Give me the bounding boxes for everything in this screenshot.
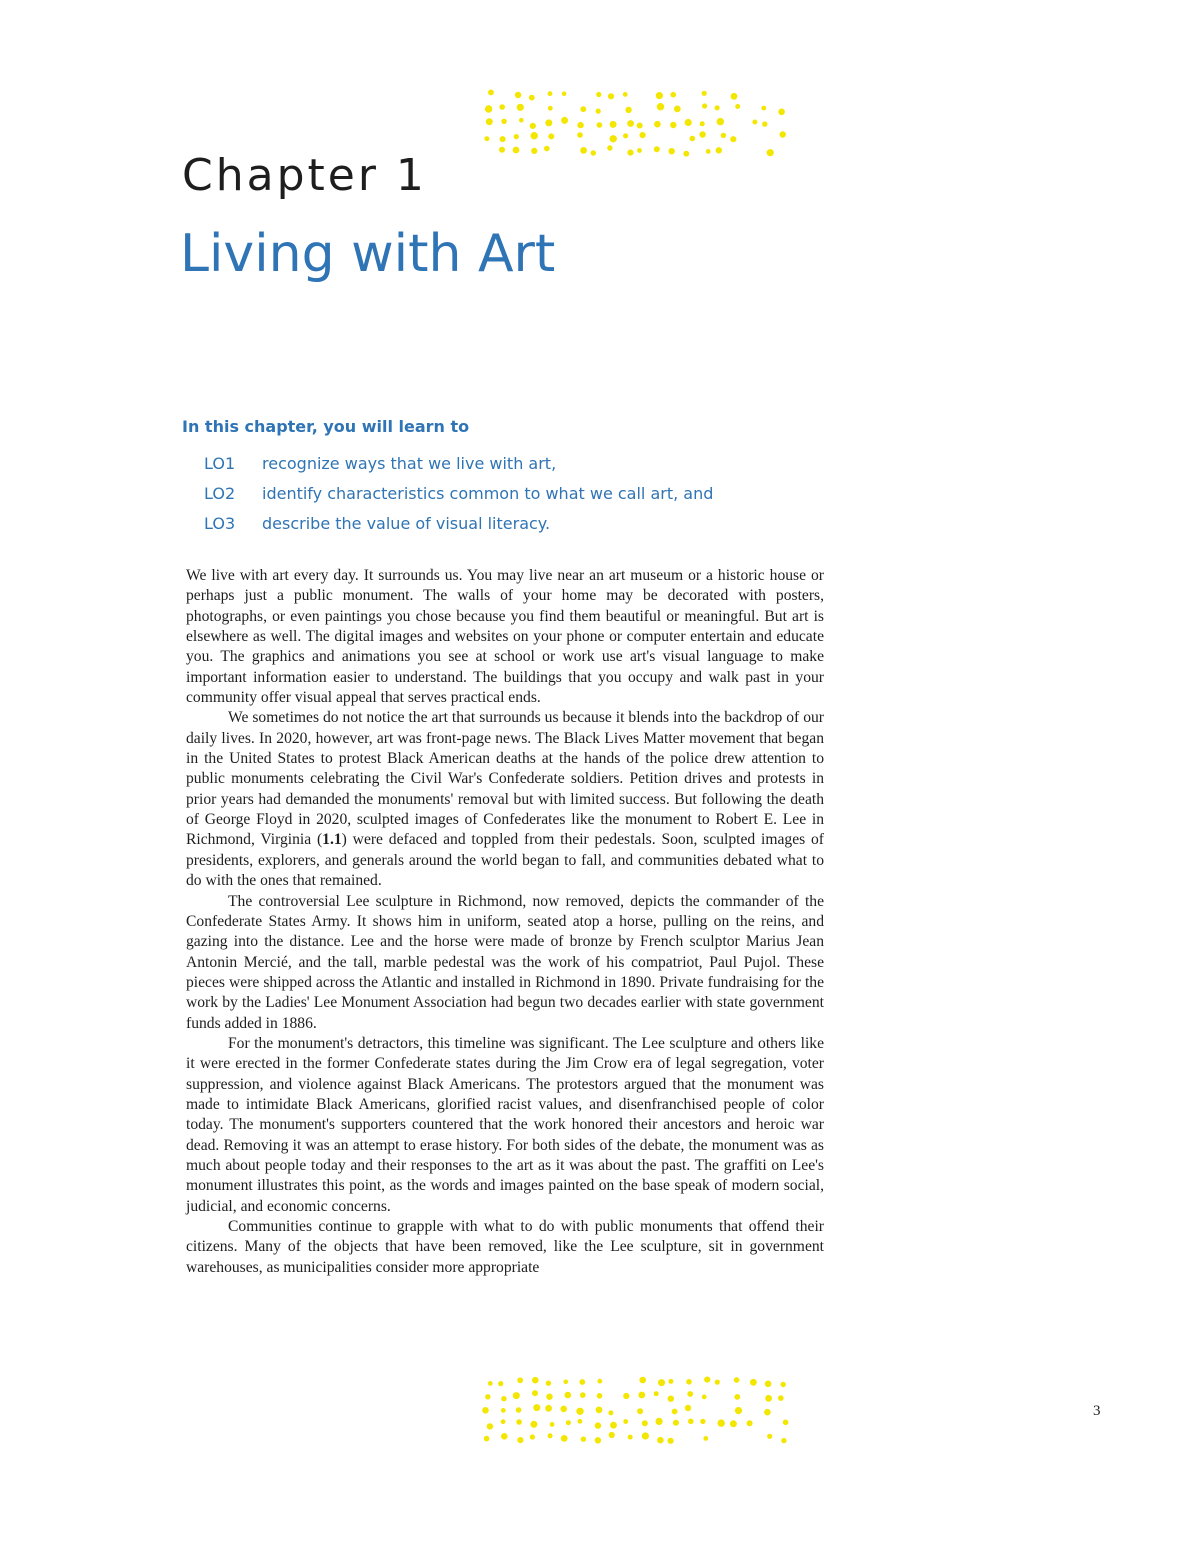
decorative-dot <box>579 1379 585 1385</box>
decorative-dot <box>642 1432 649 1439</box>
decorative-dot <box>718 1419 725 1426</box>
decorative-dot <box>576 1408 583 1415</box>
decorative-dot <box>765 1395 772 1402</box>
decorative-dot <box>702 91 707 96</box>
decorative-dot <box>608 93 614 99</box>
decorative-dot <box>515 92 521 98</box>
decorative-dot <box>513 147 520 154</box>
decorative-dot <box>767 149 774 156</box>
decorative-dot <box>514 134 519 139</box>
decorative-dot <box>762 121 767 126</box>
decorative-dot <box>627 150 633 156</box>
decorative-dot <box>561 1435 568 1442</box>
decorative-dot <box>715 1380 720 1385</box>
decorative-dot <box>488 90 494 96</box>
decorative-dot <box>484 1436 490 1442</box>
decorative-dot <box>498 1381 503 1386</box>
decorative-dot <box>623 1419 628 1424</box>
decorative-dot <box>730 136 736 142</box>
decorative-dot <box>703 1436 708 1441</box>
decorative-dot <box>561 117 568 124</box>
decorative-dot <box>702 103 707 108</box>
decorative-dot <box>702 1395 707 1400</box>
decorative-dot <box>685 1405 691 1411</box>
body-paragraph: For the monument's detractors, this timeline was significant. The Lee sculpture and others like it were erected in the former Confederate states during the Jim Crow era of legal segregation, voter suppression, and violence against Black Americans. The protestors argued that the monument was made to intimidate Black Americans, glorified racist values, and disenfranchised people of color today. The monument's supporters countered that the work honored their ancestors and heroic war dead. Removing it was an attempt to erase history. For both sides of the debate, the monument was as much about people today and their responses to the art as it was about the past. The graffiti on Lee's monument illustrates this point, as the words and images painted on the base speak of modern social, judicial, and economic concerns. <box>186 1034 824 1215</box>
decorative-dot <box>531 132 538 139</box>
decorative-dot <box>735 104 740 109</box>
decorative-dot <box>778 109 785 116</box>
decorative-dot <box>700 1419 705 1424</box>
decorative-dot <box>731 93 738 100</box>
decorative-dot <box>781 1438 786 1443</box>
decorative-dot <box>699 131 705 137</box>
objective-code: LO1 <box>204 454 236 473</box>
body-paragraph: The controversial Lee sculpture in Richmond, now removed, depicts the commander of the Confederate States Army. It shows him in uniform, seated atop a horse, pulling on the reins, and gazing into the distance. Lee and the horse were made of bronze by French sculptor Marius Jean Antonin Mercié, and the tall, marble pedestal was the work of his compatriot, Paul Pujol. These pieces were shipped across the Atlantic and installed in Richmond in 1890. Private fundraising for the work by the Ladies' Lee Monument Association had begun two decades earlier with state government funds added in 1886. <box>186 892 824 1032</box>
objective-code: LO3 <box>204 514 236 533</box>
decorative-dot <box>623 1393 629 1399</box>
decorative-dot <box>545 1405 552 1412</box>
decorative-dot <box>765 1381 772 1388</box>
objective-text: identify characteristics common to what we call art, and <box>262 484 714 503</box>
decorative-dot <box>670 92 676 98</box>
decorative-dot <box>638 1392 645 1399</box>
decorative-dot <box>596 109 601 114</box>
decorative-dot <box>637 1408 643 1414</box>
decorative-dot <box>548 91 553 96</box>
decorative-dot <box>580 1392 586 1398</box>
decorative-dot <box>501 1396 506 1401</box>
decorative-dot <box>750 1379 757 1386</box>
decorative-dot <box>761 106 766 111</box>
decorative-dot <box>654 146 660 152</box>
decorative-dot <box>578 1419 583 1424</box>
decorative-dot <box>517 104 524 111</box>
decorative-dot <box>487 1423 493 1429</box>
decorative-dot <box>581 1437 586 1442</box>
decorative-dot <box>658 1379 665 1386</box>
decorative-dot <box>610 1422 617 1429</box>
decorative-dot <box>686 1379 692 1385</box>
decorative-dot <box>517 1377 523 1383</box>
decorative-dot <box>637 148 642 153</box>
decorative-dot <box>637 123 643 129</box>
decorative-dot <box>565 1392 572 1399</box>
decorative-dot <box>674 106 681 113</box>
decorative-dot <box>530 1434 535 1439</box>
decorative-dot <box>627 120 634 127</box>
decorative-dot <box>485 105 492 112</box>
decorative-dot <box>545 119 552 126</box>
decorative-dot <box>656 92 663 99</box>
decorative-dot <box>668 1379 673 1384</box>
decorative-dot <box>580 106 586 112</box>
decorative-dot <box>516 1407 522 1413</box>
decorative-dot <box>597 1393 603 1399</box>
decorative-dot <box>530 1421 537 1428</box>
decorative-dot <box>780 131 786 137</box>
decorative-dot <box>562 92 567 97</box>
decorative-dot <box>778 1395 784 1401</box>
decorative-dot <box>517 1437 523 1443</box>
decorative-dot <box>668 1396 674 1402</box>
decorative-dot <box>501 1408 506 1413</box>
decorative-dot <box>783 1420 789 1426</box>
body-paragraph: Communities continue to grapple with what to do with public monuments that offend their citizens. Many of the objects that have been removed, like the Lee sculpture, sit in government warehouses, as municipalities consider more appropriate <box>186 1218 824 1276</box>
decorative-dot <box>486 118 493 125</box>
objective-code: LO2 <box>204 484 236 503</box>
decorative-dot <box>706 149 711 154</box>
decorative-dot <box>717 118 724 125</box>
decorative-dot <box>482 1407 489 1414</box>
decorative-dot <box>548 106 553 111</box>
decorative-dot <box>501 1433 508 1440</box>
decorative-dot <box>607 145 612 150</box>
decorative-dot <box>488 1381 493 1386</box>
body-paragraph <box>186 708 824 891</box>
decorative-dot <box>767 1434 772 1439</box>
decorative-dot <box>530 123 536 129</box>
decorative-dots-top <box>482 88 802 160</box>
decorative-dot <box>608 1410 613 1415</box>
decorative-dot <box>610 135 617 142</box>
decorative-dot <box>628 1435 633 1440</box>
decorative-dot <box>734 1377 740 1383</box>
paragraph-text: We sometimes do not notice the art that surrounds us because it blends into the backdrop of our daily lives. In 2020, however, art was front-page news. The Black Lives Matter movement that began in the United States to protest Black American deaths at the hands of the police drew attention to public monuments celebrating the Civil War's Confederate soldiers. Petition drives and protests in prior years had demanded the monuments' removal but with limited success. But following the death of George Floyd in 2020, sculpted images of Confederates like the monument to Robert E. Lee in Richmond, Virginia ( <box>186 709 824 849</box>
decorative-dot <box>485 1394 490 1399</box>
decorative-dot <box>656 1418 663 1425</box>
decorative-dot <box>730 1420 737 1427</box>
decorative-dot <box>596 92 601 97</box>
decorative-dot <box>609 1432 615 1438</box>
decorative-dot <box>625 107 631 113</box>
decorative-dot <box>623 92 628 97</box>
decorative-dot <box>532 1377 539 1384</box>
decorative-dot <box>519 118 524 123</box>
decorative-dot <box>764 1409 771 1416</box>
decorative-dot <box>548 133 554 139</box>
decorative-dot <box>657 103 664 110</box>
decorative-dot <box>566 1420 571 1425</box>
decorative-dot <box>688 1419 694 1425</box>
decorative-dot <box>577 132 583 138</box>
body-paragraph: We live with art every day. It surrounds us. You may live near an art museum or a historic house or perhaps just a public monument. The walls of your home may be decorated with posters, photographs, or even paintings you chose because you find them beautiful or meaningful. But art is elsewhere as well. The digital images and websites on your phone or computer entertain and educate you. The graphics and animations you see at school or work use art's visual language to make important information easier to understand. The buildings that you occupy and walk past in your community offer visual appeal that serves practical ends. <box>186 567 824 707</box>
objective-text: recognize ways that we live with art, <box>262 454 557 473</box>
decorative-dot <box>642 1420 648 1426</box>
decorative-dot <box>577 122 583 128</box>
decorative-dot <box>685 119 692 126</box>
decorative-dot <box>683 151 689 157</box>
objective-item <box>204 512 713 542</box>
decorative-dot <box>673 1420 679 1426</box>
decorative-dot <box>532 1390 538 1396</box>
decorative-dot <box>513 1392 520 1399</box>
decorative-dot <box>546 1394 552 1400</box>
decorative-dot <box>499 104 505 110</box>
decorative-dots-bottom <box>482 1375 802 1447</box>
decorative-dot <box>595 1422 601 1428</box>
decorative-dot <box>700 121 705 126</box>
decorative-dot <box>544 146 550 152</box>
decorative-dot <box>672 1409 678 1415</box>
decorative-dot <box>484 136 489 141</box>
decorative-dot <box>747 1420 753 1426</box>
decorative-dot <box>654 1391 659 1396</box>
decorative-dot <box>752 120 757 125</box>
decorative-dot <box>501 119 506 124</box>
page-number: 3 <box>1093 1403 1101 1419</box>
decorative-dot <box>721 133 726 138</box>
paragraph-text: ) were defaced and toppled from their pedestals. Soon, sculpted images of presidents, explorers, and generals around the world began to fall, and communities debated what to do with the ones that remained. <box>186 831 824 890</box>
decorative-dot <box>735 1407 742 1414</box>
decorative-dot <box>531 148 537 154</box>
learning-objectives-list <box>204 452 713 542</box>
decorative-dot <box>580 147 587 154</box>
decorative-dot <box>516 1419 522 1425</box>
objective-text: describe the value of visual literacy. <box>262 514 551 533</box>
decorative-dot <box>529 95 535 101</box>
decorative-dot <box>546 1381 551 1386</box>
decorative-dot <box>781 1382 786 1387</box>
decorative-dot <box>595 1437 601 1443</box>
decorative-dot <box>533 1404 540 1411</box>
decorative-dot <box>668 1438 674 1444</box>
decorative-dot <box>597 1379 602 1384</box>
decorative-dot <box>716 147 722 153</box>
decorative-dot <box>560 1406 567 1413</box>
decorative-dot <box>499 147 505 153</box>
decorative-dot <box>715 105 720 110</box>
decorative-dot <box>654 121 661 128</box>
objective-item <box>204 482 713 512</box>
decorative-dot <box>591 150 596 155</box>
decorative-dot <box>704 1377 710 1383</box>
decorative-dot <box>640 132 646 138</box>
decorative-dot <box>564 1380 569 1385</box>
decorative-dot <box>501 1419 506 1424</box>
decorative-dot <box>548 1433 553 1438</box>
decorative-dot <box>597 122 603 128</box>
objective-item <box>204 452 713 482</box>
decorative-dot <box>623 133 628 138</box>
chapter-title: Living with Art <box>180 224 556 284</box>
decorative-dot <box>669 148 675 154</box>
decorative-dot <box>500 136 506 142</box>
decorative-dot <box>610 121 617 128</box>
decorative-dot <box>596 1407 603 1414</box>
decorative-dot <box>690 136 696 142</box>
decorative-dot <box>734 1394 740 1400</box>
objectives-heading: In this chapter, you will learn to <box>182 417 470 436</box>
decorative-dot <box>550 1422 555 1427</box>
decorative-dot <box>687 1391 693 1397</box>
figure-reference[interactable]: 1.1 <box>322 831 342 849</box>
chapter-label: Chapter 1 <box>182 150 427 201</box>
decorative-dot <box>657 1437 664 1444</box>
body-text <box>186 566 824 1278</box>
decorative-dot <box>670 122 676 128</box>
decorative-dot <box>639 1377 646 1384</box>
